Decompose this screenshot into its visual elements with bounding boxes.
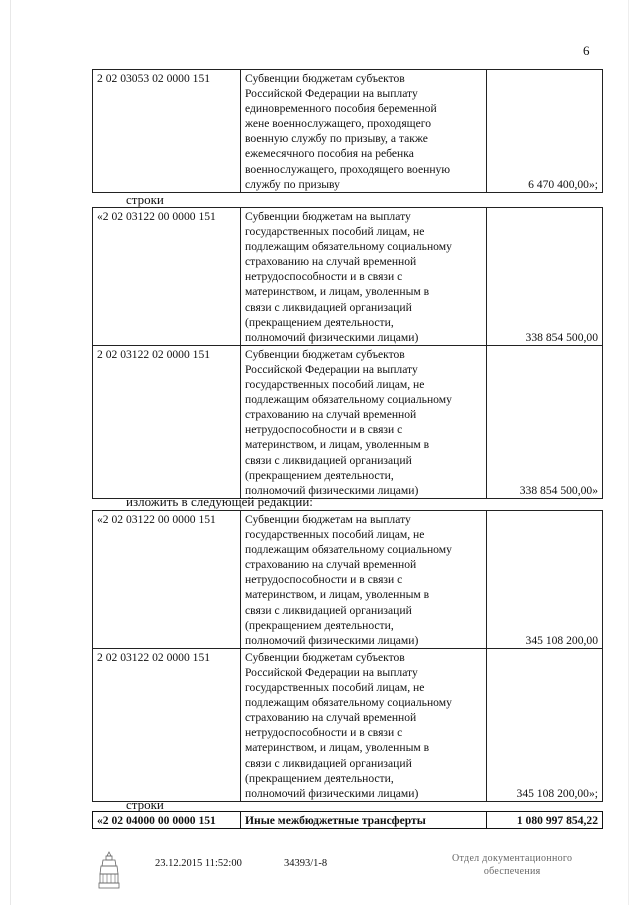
label-izlozhit: изложить в следующей редакции: (126, 494, 313, 509)
budget-description: Иные межбюджетные трансферты (241, 812, 487, 829)
description-line: (прекращением деятельности, (245, 618, 394, 632)
description-line: военную службу по призыву, а также (245, 132, 428, 146)
budget-code: 2 02 03053 02 0000 151 (93, 70, 241, 193)
description-line: связи с ликвидацией организаций (245, 453, 412, 467)
description-line: государственных пособий лицам, не (245, 225, 425, 239)
budget-code: 2 02 03122 02 0000 151 (93, 345, 241, 498)
budget-amount: 1 080 997 854,22 (487, 812, 603, 829)
budget-amount: 345 108 200,00 (487, 511, 603, 649)
description-line: подлежащим обязательному социальному (245, 696, 452, 710)
description-line: страхованию на случай временной (245, 255, 417, 269)
description-line: нетрудоспособности и в связи с (245, 270, 403, 284)
table-row (93, 345, 603, 498)
department-stamp (452, 852, 572, 878)
budget-description (241, 70, 487, 193)
description-line: подлежащим обязательному социальному (245, 543, 452, 557)
description-line: ежемесячного пособия на ребенка (245, 147, 414, 161)
description-line: материнством, и лицам, уволенным в (245, 741, 430, 755)
description-line: нетрудоспособности и в связи с (245, 423, 403, 437)
budget-description (241, 648, 487, 801)
description-line: службу по призыву (245, 177, 340, 191)
coat-of-arms-icon (98, 850, 120, 890)
table-row (93, 70, 603, 193)
footer-timestamp: 23.12.2015 11:52:00 (155, 858, 242, 869)
budget-amount: 345 108 200,00»; (487, 648, 603, 801)
budget-table-section-1 (92, 69, 603, 193)
description-line: подлежащим обязательному социальному (245, 240, 452, 254)
description-line: страхованию на случай временной (245, 711, 417, 725)
description-line: единовременного пособия беременной (245, 102, 437, 116)
department-line: обеспечения (483, 866, 541, 877)
description-line: государственных пособий лицам, не (245, 528, 425, 542)
budget-table-section-3 (92, 510, 603, 802)
description-line: полномочий физическими лицами) (245, 330, 419, 344)
description-line: (прекращением деятельности, (245, 771, 394, 785)
description-line: нетрудоспособности и в связи с (245, 726, 403, 740)
budget-description (241, 345, 487, 498)
budget-code: «2 02 03122 00 0000 151 (93, 208, 241, 346)
description-line: Российской Федерации на выплату (245, 87, 418, 101)
description-line: Субвенции бюджетам субъектов (245, 650, 405, 664)
description-line: Российской Федерации на выплату (245, 362, 418, 376)
description-line: государственных пособий лицам, не (245, 378, 425, 392)
description-line: нетрудоспособности и в связи с (245, 573, 403, 587)
description-line: военнослужащего, проходящего военную (245, 162, 450, 176)
budget-code: 2 02 03122 02 0000 151 (93, 648, 241, 801)
description-line: полномочий физическими лицами) (245, 483, 419, 497)
description-line: (прекращением деятельности, (245, 315, 394, 329)
department-line: Отдел документационного (452, 853, 573, 864)
description-line: Субвенции бюджетам на выплату (245, 513, 411, 526)
scan-margin-line-right (628, 0, 629, 905)
budget-code: «2 02 04000 00 0000 151 (93, 812, 241, 829)
table-row (93, 208, 603, 346)
budget-description (241, 511, 487, 649)
budget-amount: 338 854 500,00» (487, 345, 603, 498)
description-line: материнством, и лицам, уволенным в (245, 438, 430, 452)
label-stroki: строки (126, 797, 164, 812)
budget-table-section-2 (92, 207, 603, 499)
table-row (93, 812, 603, 829)
description-line: связи с ликвидацией организаций (245, 756, 412, 770)
description-line: подлежащим обязательному социальному (245, 393, 452, 407)
description-line: связи с ликвидацией организаций (245, 603, 412, 617)
description-line: (прекращением деятельности, (245, 468, 394, 482)
description-line: связи с ликвидацией организаций (245, 300, 412, 314)
description-line: страхованию на случай временной (245, 558, 417, 572)
table-row (93, 648, 603, 801)
page-number: 6 (583, 43, 590, 58)
footer-doc-number: 34393/1-8 (284, 858, 328, 869)
description-line: Субвенции бюджетам на выплату (245, 210, 411, 223)
description-line: материнством, и лицам, уволенным в (245, 285, 430, 299)
table-row (93, 511, 603, 649)
budget-code: «2 02 03122 00 0000 151 (93, 511, 241, 649)
budget-table-section-4 (92, 811, 603, 829)
scan-margin-line-left (10, 0, 11, 905)
description-line: полномочий физическими лицами) (245, 786, 419, 800)
description-line: государственных пособий лицам, не (245, 681, 425, 695)
description-line: полномочий физическими лицами) (245, 633, 419, 647)
budget-amount: 6 470 400,00»; (487, 70, 603, 193)
description-line: Субвенции бюджетам субъектов (245, 72, 405, 85)
description-line: Субвенции бюджетам субъектов (245, 347, 405, 361)
budget-description (241, 208, 487, 346)
budget-amount: 338 854 500,00 (487, 208, 603, 346)
description-line: Российской Федерации на выплату (245, 665, 418, 679)
description-line: страхованию на случай временной (245, 408, 417, 422)
label-stroki: строки (126, 192, 164, 207)
description-line: жене военнослужащего, проходящего (245, 117, 431, 131)
description-line: материнством, и лицам, уволенным в (245, 588, 430, 602)
